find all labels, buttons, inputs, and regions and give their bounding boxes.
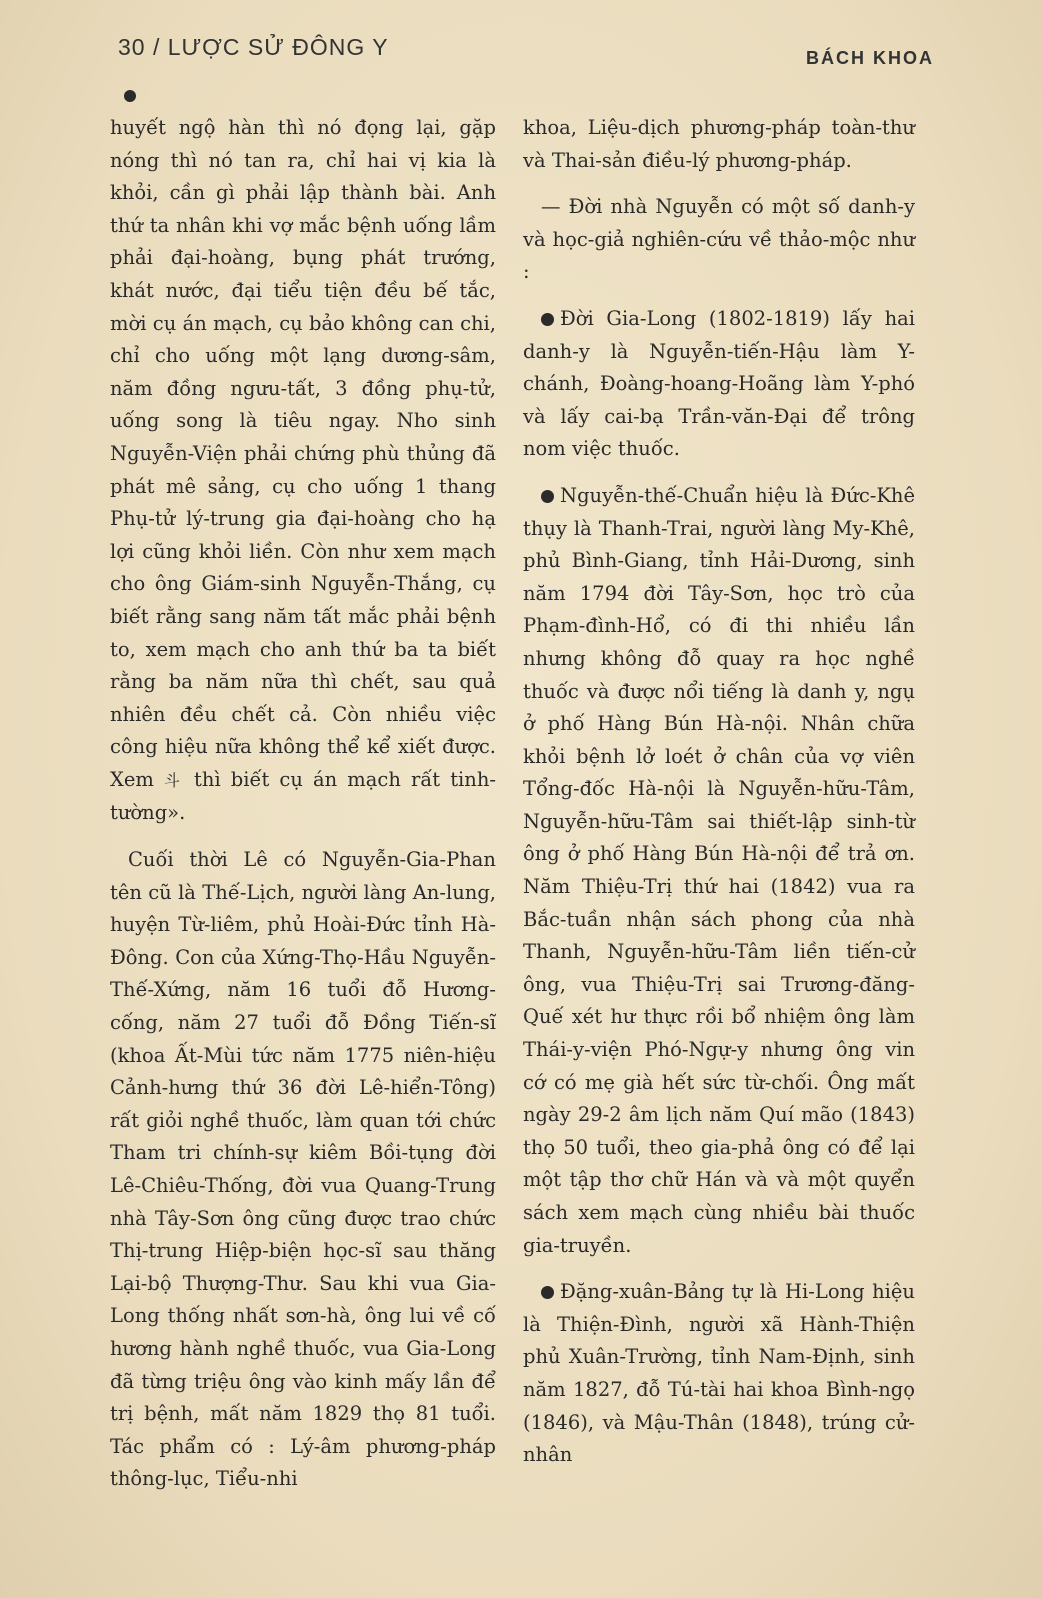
bullet-icon (541, 1286, 554, 1299)
magazine-name: BÁCH KHOA (806, 48, 934, 68)
bullet-icon (541, 313, 554, 326)
right-paragraph-4-text: Nguyễn-thế-Chuẩn hiệu là Đức-Khê thụy là Thanh-Trai, người làng My-Khê, phủ Bình-Giang, tỉnh Hải-Dương, sinh năm 1794 đời Tây-Sơn, học trò của Phạm-đình-Hổ, có đi thi nhiều lần nhưng không đỗ quay ra học nghề thuốc và được nổi tiếng là danh y, ngụ ở phố Hàng Bún Hà-nội. Nhân chữa khỏi bệnh lở loét ở chân của vợ viên Tổng-đốc Hà-nội là Nguyễn-hữu-Tâm, Nguyễn-hữu-Tâm sai thiết-lập sinh-từ ông ở phố Hàng Bún Hà-nội để trả ơn. Năm Thiệu-Trị thứ hai (1842) vua ra Bắc-tuần nhận sách phong của nhà Thanh, Nguyễn-hữu-Tâm liền tiến-cử ông, vua Thiệu-Trị sai Trương-đăng-Quế xét hư thực rồi bổ nhiệm ông làm Thái-y-viện Phó-Ngự-y nhưng ông vin cớ có mẹ già hết sức từ-chối. Ông mất ngày 29-2 âm lịch năm Quí mão (1843) thọ 50 tuổi, theo gia-phả ông có để lại một tập thơ chữ Hán và và một quyển sách xem mạch cùng nhiều bài thuốc gia-truyền. (523, 483, 915, 1257)
left-column (110, 112, 496, 1510)
right-paragraph-2: — Đời nhà Nguyễn có một số danh-y và học-giả nghiên-cứu về thảo-mộc như : (523, 195, 915, 284)
running-title: 30 / LƯỢC SỬ ĐÔNG Y (118, 34, 389, 60)
right-paragraph-5 (523, 1276, 915, 1472)
right-paragraph-3-text: Đời Gia-Long (1802-1819) lấy hai danh-y là Nguyễn-tiến-Hậu làm Y-chánh, Đoàng-hoang-Hoãng làm Y-phó và lấy cai-bạ Trần-văn-Đại để trông nom việc thuốc. (523, 306, 915, 461)
right-paragraph-3 (523, 303, 915, 466)
right-paragraph-1: khoa, Liệu-dịch phương-pháp toàn-thư và Thai-sản điều-lý phương-pháp. (523, 116, 915, 172)
page-header (118, 34, 934, 74)
left-paragraph-1 (110, 112, 496, 830)
left-paragraph-1-end: thì biết cụ án mạch rất tinh-tường». (110, 767, 496, 825)
right-column (523, 112, 915, 1486)
left-paragraph-2: Cuối thời Lê có Nguyễn-Gia-Phan tên cũ là Thế-Lịch, người làng An-lung, huyện Từ-liêm, phủ Hoài-Đức tỉnh Hà-Đông. Con của Xứng-Thọ-Hầu Nguyễn-Thế-Xứng, năm 16 tuổi đỗ Hương-cống, năm 27 tuổi đỗ Đồng Tiến-sĩ (khoa Ất-Mùi tức năm 1775 niên-hiệu Cảnh-hưng thứ 36 đời Lê-hiển-Tông) rất giỏi nghề thuốc, làm quan tới chức Tham tri chính-sự kiêm Bồi-tụng đời Lê-Chiêu-Thống, đời vua Quang-Trung nhà Tây-Sơn ông cũng được trao chức Thị-trung Hiệp-biện học-sĩ sau thăng Lại-bộ Thượng-Thư. Sau khi vua Gia-Long thống nhất sơn-hà, ông lui về cố hương hành nghề thuốc, vua Gia-Long đã từng triệu ông vào kinh mấy lần để trị bệnh, mất năm 1829 thọ 81 tuổi. Tác phẩm có : Lý-âm phương-pháp thông-lục, Tiểu-nhi (110, 848, 496, 1491)
bullet-icon (541, 490, 554, 503)
bullet-dot-icon (124, 90, 136, 102)
right-paragraph-4 (523, 480, 915, 1262)
left-paragraph-1-text: huyết ngộ hàn thì nó đọng lại, gặp nóng thì nó tan ra, chỉ hai vị kia là khỏi, cần gì phải lập thành bài. Anh thứ ta nhân khi vợ mắc bệnh uống lầm phải đại-hoàng, bụng phát trướng, khát nước, đại tiểu tiện đều bế tắc, mời cụ án mạch, cụ bảo không can chi, chỉ cho uống một lạng dương-sâm, năm đồng ngưu-tất, 3 đồng phụ-tử, uống song là tiêu ngay. Nho sinh Nguyễn-Viện phải chứng phù thủng đã phát mê sảng, cụ cho uống 1 thang Phụ-tử lý-trung gia đại-hoàng cho hạ lợi cũng khỏi liền. Còn như xem mạch cho ông Giám-sinh Nguyễn-Thắng, cụ biết rằng sang năm tất mắc phải bệnh to, xem mạch cho anh thứ ba ta biết rằng ba năm nữa thì chết, sau quả nhiên đều chết cả. Còn nhiều việc công hiệu nữa không thể kể xiết được. Xem (110, 116, 496, 791)
right-paragraph-5-text: Đặng-xuân-Bảng tự là Hi-Long hiệu là Thiện-Đình, người xã Hành-Thiện phủ Xuân-Trường, tỉnh Nam-Định, sinh năm 1827, đỗ Tú-tài hai khoa Bình-ngọ (1846), và Mậu-Thân (1848), trúng cử-nhân (523, 1280, 915, 1467)
chinese-character-mark: 斗 (164, 770, 184, 790)
